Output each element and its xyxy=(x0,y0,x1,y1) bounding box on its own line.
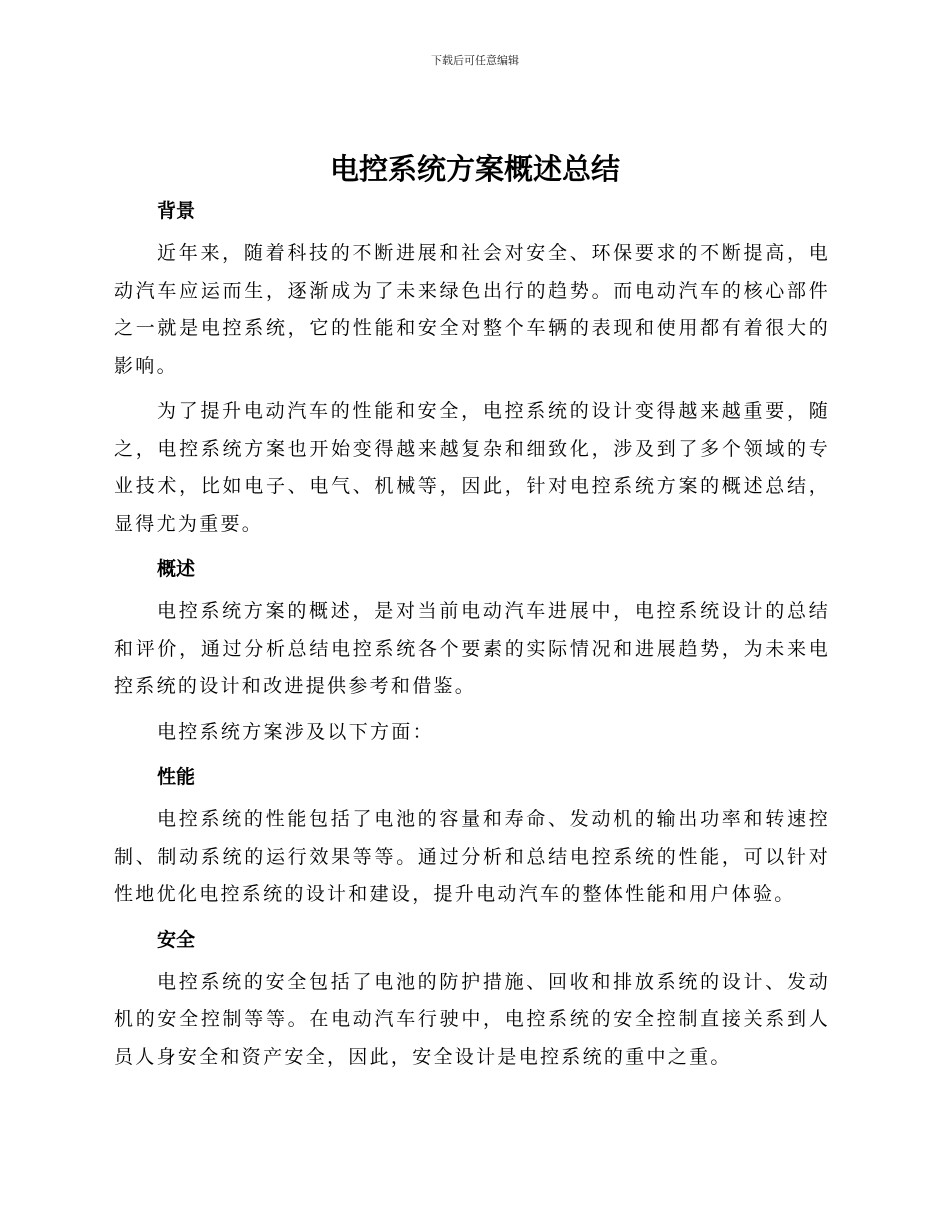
section-overview xyxy=(114,551,830,751)
section-performance xyxy=(114,759,830,914)
paragraph: 电控系统的安全包括了电池的防护措施、回收和排放系统的设计、发动机的安全控制等等。在电动汽车行驶中，电控系统的安全控制直接关系到人员人身安全和资产安全，因此，安全设计是电控系统的重中之重。 xyxy=(114,970,830,1068)
document-title: 电控系统方案概述总结 xyxy=(329,152,620,186)
section-heading: 性能 xyxy=(157,766,196,788)
section-heading: 背景 xyxy=(157,200,196,222)
section-heading: 安全 xyxy=(157,928,196,951)
paragraph: 电控系统方案的概述，是对当前电动汽车进展中，电控系统设计的总结和评价，通过分析总结电控系统各个要素的实际情况和进展趋势，为未来电控系统的设计和改进提供参考和借鉴。 xyxy=(114,600,830,697)
paragraph: 近年来，随着科技的不断进展和社会对安全、环保要求的不断提高，电动汽车应运而生，逐渐成为了未来绿色出行的趋势。而电动汽车的核心部件之一就是电控系统，它的性能和安全对整个车辆的表现和使用都有着很大的影响。 xyxy=(114,242,830,377)
paragraph: 为了提升电动汽车的性能和安全，电控系统的设计变得越来越重要，随之，电控系统方案也开始变得越来越复杂和细致化，涉及到了多个领域的专业技术，比如电子、电气、机械等，因此，针对电控系统方案的概述总结，显得尤为重要。 xyxy=(114,400,830,535)
paragraph: 电控系统方案涉及以下方面： xyxy=(157,720,434,743)
section-background xyxy=(114,193,830,543)
document-body xyxy=(114,193,830,1076)
paragraph: 电控系统的性能包括了电池的容量和寿命、发动机的输出功率和转速控制、制动系统的运行效果等等。通过分析和总结电控系统的性能，可以针对性地优化电控系统的设计和建设，提升电动汽车的整体性能和用户体验。 xyxy=(114,808,830,905)
section-safety xyxy=(114,922,830,1077)
page-header-note: 下载后可任意编辑 xyxy=(431,54,519,67)
section-heading: 概述 xyxy=(157,558,196,580)
